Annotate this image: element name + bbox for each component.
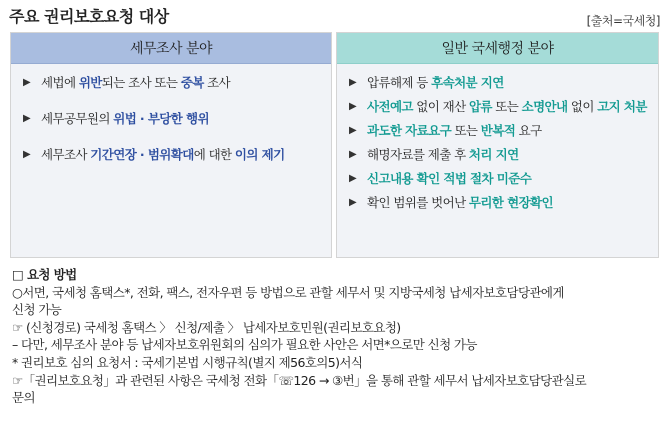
item-text: 조사 [203, 75, 231, 90]
bullet-triangle-icon: ▶ [349, 149, 357, 160]
item-text: 해명자료를 제출 후 [367, 147, 469, 162]
request-method-lines [12, 284, 662, 407]
list-item [347, 146, 648, 163]
list-item [21, 74, 321, 91]
source-note: [출처=국세청] [586, 14, 660, 28]
list-item [21, 146, 321, 163]
item-text: 확인 범위를 벗어난 [367, 195, 469, 210]
highlighted-text: 위반 [78, 75, 102, 90]
general-admin-panel-header: 일반 국세행정 분야 [337, 33, 658, 64]
bullet-triangle-icon: ▶ [23, 77, 31, 88]
item-text: 세법에 [41, 75, 79, 90]
list-item [347, 170, 648, 187]
item-text: 압류해제 등 [367, 75, 432, 90]
highlighted-text: 무리한 현장확인 [468, 195, 553, 210]
item-text: 되는 조사 또는 [101, 75, 181, 90]
bullet-triangle-icon: ▶ [349, 173, 357, 184]
highlighted-text: 과도한 자료요구 [367, 123, 452, 138]
info-line: * 권리보호 심의 요청서 : 국세기본법 시행규칙(별지 제56호의5)서식 [12, 354, 363, 370]
list-item [347, 74, 648, 91]
info-line: 문의 [12, 390, 35, 406]
page-title: 주요 권리보호요청 대상 [9, 7, 169, 26]
highlighted-text: 소명안내 [521, 99, 568, 114]
bullet-triangle-icon: ▶ [23, 149, 31, 160]
bullet-triangle-icon: ▶ [23, 113, 31, 124]
general-admin-panel [336, 32, 659, 258]
bullet-triangle-icon: ▶ [349, 77, 357, 88]
list-item [347, 98, 648, 115]
list-item [21, 110, 321, 127]
item-text: 또는 [451, 123, 481, 138]
item-text: 세무조사 [41, 147, 91, 162]
highlighted-text: 고지 처분 [597, 99, 647, 114]
highlighted-text: 반복적 [480, 123, 516, 138]
item-text: 에 대한 [193, 147, 235, 162]
request-method-heading: □ 요청 방법 [12, 267, 77, 282]
info-line: 신청 가능 [12, 302, 62, 318]
general-admin-list [347, 74, 648, 211]
list-item [347, 194, 648, 211]
item-text: 없이 재산 [412, 99, 469, 114]
info-line: ☞「권리보호요청」과 관련된 사항은 국세청 전화「☏126 → ③번」을 통해 관할 세무서 납세자보호담당관실로 [12, 372, 587, 388]
highlighted-text: 이의 제기 [234, 147, 285, 162]
highlighted-text: 처리 지연 [468, 147, 519, 162]
info-line: ○서면, 국세청 홈택스*, 전화, 팩스, 전자우편 등 방법으로 관할 세무서 및 지방국세청 납세자보호담당관에게 [12, 284, 564, 300]
highlighted-text: 압류 [468, 99, 492, 114]
item-text: 세무공무원의 [41, 111, 114, 126]
tax-audit-panel-header: 세무조사 분야 [11, 33, 331, 64]
item-text: 없이 [567, 99, 598, 114]
request-method-section [12, 266, 662, 407]
highlighted-text: 후속처분 지연 [431, 75, 504, 90]
highlighted-text: 기간연장 · 범위확대 [90, 147, 194, 162]
tax-audit-panel [10, 32, 332, 258]
tax-audit-list [21, 74, 321, 163]
info-line: ☞ (신청경로) 국세청 홈택스 〉 신청/제출 〉 납세자보호민원(권리보호요청) [12, 319, 401, 335]
highlighted-text: 신고내용 확인 적법 절차 미준수 [367, 171, 532, 186]
info-line: – 다만, 세무조사 분야 등 납세자보호위원회의 심의가 필요한 사안은 서면*으로만 신청 가능 [12, 337, 477, 353]
bullet-triangle-icon: ▶ [349, 197, 357, 208]
item-text: 요구 [515, 123, 542, 138]
list-item [347, 122, 648, 139]
item-text: 또는 [491, 99, 522, 114]
bullet-triangle-icon: ▶ [349, 101, 357, 112]
bullet-triangle-icon: ▶ [349, 125, 357, 136]
highlighted-text: 중복 [180, 75, 204, 90]
highlighted-text: 위법 · 부당한 행위 [113, 111, 209, 126]
highlighted-text: 사전예고 [367, 99, 413, 114]
